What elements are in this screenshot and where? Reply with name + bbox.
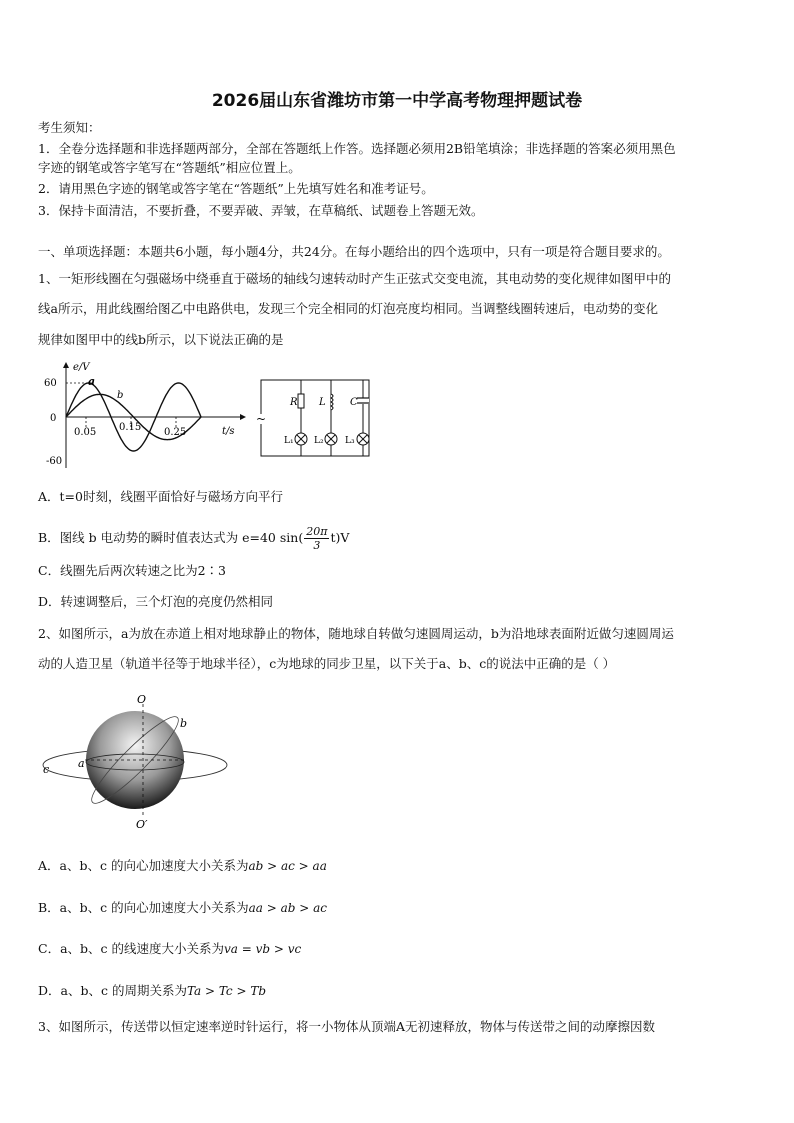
notice-item-2: 2．请用黑色字迹的钢笔或答字笔在“答题纸”上先填写姓名和准考证号。 <box>38 181 434 196</box>
label-L3: L₃ <box>345 436 355 446</box>
q1-line-3: 规律如图甲中的线b所示，以下说法正确的是 <box>38 332 284 347</box>
label-O: O <box>137 693 147 706</box>
q1-option-c: C．线圈先后两次转速之比为2∶3 <box>38 563 226 578</box>
q2-option-c-text: C．a、b、c 的线速度大小关系为 <box>38 941 224 956</box>
q2-option-b-expr: aa > ab > ac <box>248 901 328 915</box>
lamp-L3 <box>357 433 369 445</box>
notice-heading: 考生须知： <box>38 120 101 135</box>
q2-option-a <box>38 857 327 875</box>
q1-option-a: A．t=0时刻，线圈平面恰好与磁场方向平行 <box>38 489 283 504</box>
q2-option-b-text: B．a、b、c 的向心加速度大小关系为 <box>38 900 249 915</box>
notice-item-3: 3．保持卡面清洁，不要折叠，不要弄破、弄皱，在草稿纸、试题卷上答题无效。 <box>38 203 484 218</box>
notice-item-1: 1．全卷分选择题和非选择题两部分，全部在答题纸上作答。选择题必须用2B铅笔填涂；非选择题的答案必须用黑色 <box>38 141 676 156</box>
q2-option-d-expr: Ta > Tc > Tb <box>186 984 267 998</box>
q1-emf-graph <box>40 358 250 473</box>
lamp-L2 <box>325 433 337 445</box>
q2-option-c <box>38 940 301 958</box>
q1-option-b-suffix: t)V <box>330 530 350 545</box>
label-C: C <box>350 397 358 408</box>
label-a: a <box>78 757 85 770</box>
section-heading: 一、单项选择题：本题共6小题，每小题4分，共24分。在每小题给出的四个选项中，只有一项是符合题目要求的。 <box>38 244 670 259</box>
q1-option-b <box>38 525 349 552</box>
q2-option-a-text: A．a、b、c 的向心加速度大小关系为 <box>38 858 249 873</box>
fraction-denominator: 3 <box>313 539 321 552</box>
label-b: b <box>180 717 188 730</box>
q2-option-d <box>38 982 266 1000</box>
label-L: L <box>319 397 326 408</box>
y-axis-label: e/V <box>73 362 90 373</box>
q1-line-2: 线a所示，用此线圈给图乙中电路供电，发现三个完全相同的灯泡亮度均相同。当调整线圈转速后，电动势的变化 <box>38 301 658 316</box>
q1-option-b-fraction <box>304 525 329 552</box>
ac-source-symbol: ~ <box>256 412 267 426</box>
notice-item-1-cont: 字迹的钢笔或答字笔写在“答题纸”相应位置上。 <box>38 160 301 175</box>
q1-option-d: D．转速调整后，三个灯泡的亮度仍然相同 <box>38 594 274 609</box>
q2-earth-figure <box>40 690 240 835</box>
label-c: c <box>43 763 50 776</box>
q2-option-a-expr: ab > ac > aa <box>248 859 327 873</box>
lamp-L1 <box>295 433 307 445</box>
x-tick-015: 0.15 <box>119 422 142 433</box>
label-L2: L₂ <box>314 436 324 446</box>
inductor-L <box>331 394 333 410</box>
x-tick-005: 0.05 <box>74 427 97 438</box>
y-tick-0: 0 <box>50 413 57 424</box>
q1-line-1: 1、一矩形线圈在匀强磁场中绕垂直于磁场的轴线匀速转动时产生正弦式交变电流，其电动势的变化规律如图甲中的 <box>38 271 671 286</box>
q2-option-d-text: D．a、b、c 的周期关系为 <box>38 983 187 998</box>
curve-a-label: a <box>88 375 96 388</box>
curve-b-label: b <box>117 390 124 401</box>
q1-circuit <box>253 374 373 460</box>
q2-option-c-expr: va = vb > vc <box>224 942 302 956</box>
page-title: 2026届山东省潍坊市第一中学高考物理押题试卷 <box>211 91 583 111</box>
label-R: R <box>290 397 298 408</box>
q3-line-1: 3、如图所示，传送带以恒定速率逆时针运行，将一小物体从顶端A无初速释放，物体与传送带之间的动摩擦因数 <box>38 1019 655 1034</box>
y-tick-60: 60 <box>44 378 57 389</box>
q1-option-b-prefix: B．图线 b 电动势的瞬时值表达式为 e=40 sin( <box>38 530 304 545</box>
y-tick-neg60: -60 <box>46 456 63 467</box>
resistor-R <box>298 394 304 408</box>
x-tick-025: 0.25 <box>164 427 187 438</box>
q2-option-b <box>38 899 327 917</box>
q2-line-2: 动的人造卫星（轨道半径等于地球半径），c为地球的同步卫星，以下关于a、b、c的说法中正确的是（ ） <box>38 656 616 671</box>
x-axis-label: t/s <box>222 426 235 437</box>
fraction-numerator: 20π <box>306 525 328 538</box>
label-O-prime: O′ <box>136 818 148 831</box>
label-L1: L₁ <box>284 436 294 446</box>
q2-line-1: 2、如图所示，a为放在赤道上相对地球静止的物体，随地球自转做匀速圆周运动，b为沿地球表面附近做匀速圆周运 <box>38 626 674 641</box>
